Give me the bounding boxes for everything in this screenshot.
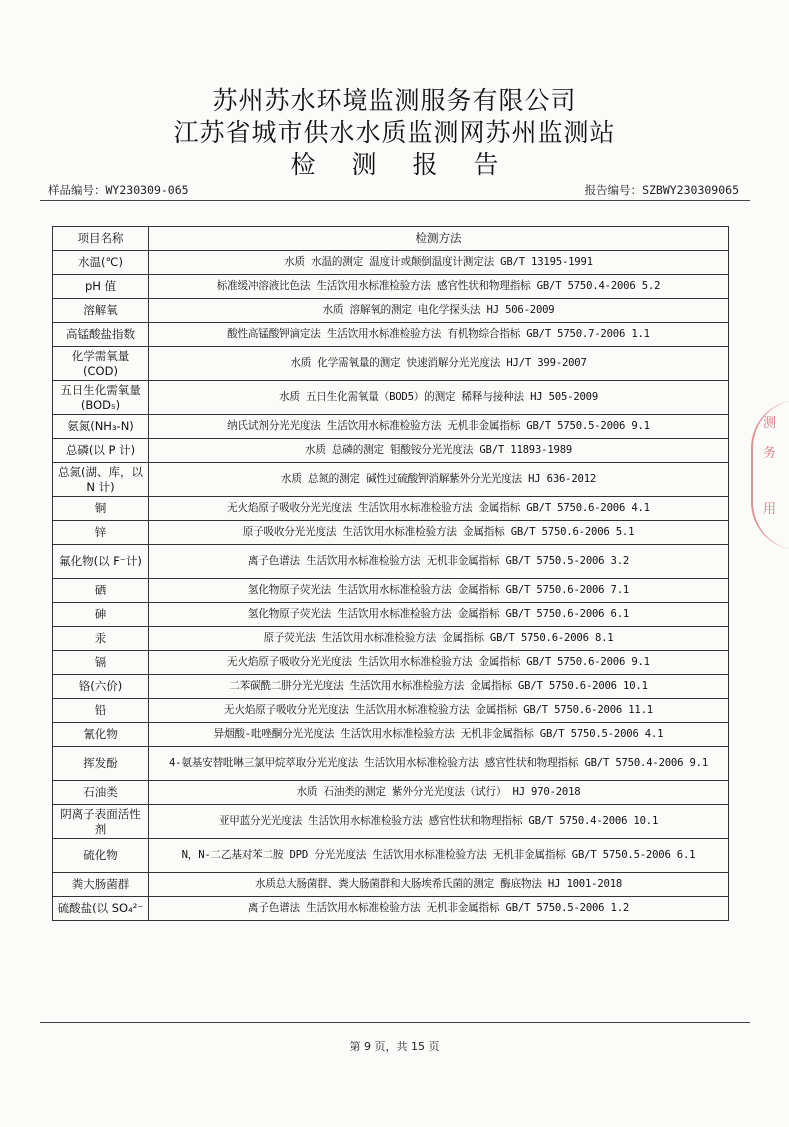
test-method: N，N-二乙基对苯二胺 DPD 分光光度法 生活饮用水标准检验方法 无机非金属指标 GB/T 5750.5-2006 6.1 — [149, 839, 729, 873]
test-method: 异烟酸-吡唑酮分光光度法 生活饮用水标准检验方法 无机非金属指标 GB/T 5750.5-2006 4.1 — [149, 723, 729, 747]
item-name: 氰化物 — [53, 723, 149, 747]
table-row — [53, 275, 729, 299]
test-method: 原子吸收分光光度法 生活饮用水标准检验方法 金属指标 GB/T 5750.6-2006 5.1 — [149, 521, 729, 545]
item-name: 高锰酸盐指数 — [53, 323, 149, 347]
test-method: 氢化物原子荧光法 生活饮用水标准检验方法 金属指标 GB/T 5750.6-2006 6.1 — [149, 603, 729, 627]
item-name: 化学需氧量 (COD) — [53, 347, 149, 381]
test-method: 水质 水温的测定 温度计或颠倒温度计测定法 GB/T 13195-1991 — [149, 251, 729, 275]
test-method: 水质 总氮的测定 碱性过硫酸钾消解紫外分光光度法 HJ 636-2012 — [149, 463, 729, 497]
test-method: 标准缓冲溶液比色法 生活饮用水标准检验方法 感官性状和物理指标 GB/T 5750.4-2006 5.2 — [149, 275, 729, 299]
test-method: 原子荧光法 生活饮用水标准检验方法 金属指标 GB/T 5750.6-2006 8.1 — [149, 627, 729, 651]
item-name: 石油类 — [53, 781, 149, 805]
table-row — [53, 627, 729, 651]
table-row — [53, 651, 729, 675]
test-method: 纳氏试剂分光光度法 生活饮用水标准检验方法 无机非金属指标 GB/T 5750.5-2006 9.1 — [149, 415, 729, 439]
test-method: 水质 总磷的测定 钼酸铵分光光度法 GB/T 11893-1989 — [149, 439, 729, 463]
item-name: 溶解氧 — [53, 299, 149, 323]
item-name: 铬(六价) — [53, 675, 149, 699]
test-method: 亚甲蓝分光光度法 生活饮用水标准检验方法 感官性状和物理指标 GB/T 5750.4-2006 10.1 — [149, 805, 729, 839]
test-method: 水质 五日生化需氧量（BOD5）的测定 稀释与接种法 HJ 505-2009 — [149, 381, 729, 415]
test-method: 水质 化学需氧量的测定 快速消解分光光度法 HJ/T 399-2007 — [149, 347, 729, 381]
table-row — [53, 897, 729, 921]
item-name: 总磷(以 P 计) — [53, 439, 149, 463]
table-row — [53, 381, 729, 415]
table-row — [53, 347, 729, 381]
table-row — [53, 521, 729, 545]
item-name: 挥发酚 — [53, 747, 149, 781]
table-row — [53, 699, 729, 723]
test-method: 无火焰原子吸收分光光度法 生活饮用水标准检验方法 金属指标 GB/T 5750.6-2006 9.1 — [149, 651, 729, 675]
test-method: 酸性高锰酸钾滴定法 生活饮用水标准检验方法 有机物综合指标 GB/T 5750.7-2006 1.1 — [149, 323, 729, 347]
table-row — [53, 675, 729, 699]
test-method: 二苯碳酰二肼分光光度法 生活饮用水标准检验方法 金属指标 GB/T 5750.6-2006 10.1 — [149, 675, 729, 699]
table-row — [53, 299, 729, 323]
item-name: 硫酸盐(以 SO₄²⁻ — [53, 897, 149, 921]
item-name: 硫化物 — [53, 839, 149, 873]
page-number: 第 9 页，共 15 页 — [349, 1040, 440, 1053]
methods-table — [52, 226, 729, 921]
table-row — [53, 545, 729, 579]
sample-number-label: 样品编号： — [48, 183, 106, 197]
table-row — [53, 579, 729, 603]
test-method: 离子色谱法 生活饮用水标准检验方法 无机非金属指标 GB/T 5750.5-2006 1.2 — [149, 897, 729, 921]
test-method: 无火焰原子吸收分光光度法 生活饮用水标准检验方法 金属指标 GB/T 5750.6-2006 4.1 — [149, 497, 729, 521]
test-method: 氢化物原子荧光法 生活饮用水标准检验方法 金属指标 GB/T 5750.6-2006 7.1 — [149, 579, 729, 603]
station-name: 江苏省城市供水水质监测网苏州监测站 — [173, 118, 616, 147]
report-number — [585, 182, 739, 198]
item-name: 铅 — [53, 699, 149, 723]
sample-number — [48, 182, 189, 198]
company-name: 苏州苏水环境监测服务有限公司 — [212, 86, 577, 115]
item-name: 氨氮(NH₃-N) — [53, 415, 149, 439]
item-name: 铜 — [53, 497, 149, 521]
document-title: 检测报告 — [290, 150, 535, 179]
table-header-row — [53, 227, 729, 251]
table-row — [53, 805, 729, 839]
table-row — [53, 323, 729, 347]
item-name: 总氮(湖、库，以 N 计) — [53, 463, 149, 497]
item-name: 镉 — [53, 651, 149, 675]
sample-number-value: WY230309-065 — [105, 183, 189, 197]
test-method: 4-氨基安替吡啉三氯甲烷萃取分光光度法 生活饮用水标准检验方法 感官性状和物理指标 GB/T 5750.4-2006 9.1 — [149, 747, 729, 781]
item-name: 硒 — [53, 579, 149, 603]
item-name: pH 值 — [53, 275, 149, 299]
item-name: 汞 — [53, 627, 149, 651]
table-row — [53, 873, 729, 897]
item-name: 五日生化需氧量(BOD₅) — [53, 381, 149, 415]
table-row — [53, 463, 729, 497]
item-name: 砷 — [53, 603, 149, 627]
table-row — [53, 415, 729, 439]
item-name: 锌 — [53, 521, 149, 545]
table-row — [53, 603, 729, 627]
table-row — [53, 723, 729, 747]
test-method: 水质总大肠菌群、粪大肠菌群和大肠埃希氏菌的测定 酶底物法 HJ 1001-2018 — [149, 873, 729, 897]
item-name: 水温(℃) — [53, 251, 149, 275]
test-method: 水质 溶解氧的测定 电化学探头法 HJ 506-2009 — [149, 299, 729, 323]
table-row — [53, 839, 729, 873]
report-number-value: SZBWY230309065 — [642, 183, 739, 197]
table-row — [53, 439, 729, 463]
table-row — [53, 251, 729, 275]
footer-divider — [40, 1022, 750, 1023]
report-number-label: 报告编号： — [584, 183, 643, 197]
seal-stamp: 测 务 用 — [751, 400, 789, 550]
header-divider — [40, 200, 750, 201]
item-name: 阴离子表面活性剂 — [53, 805, 149, 839]
column-header-item: 项目名称 — [53, 227, 149, 251]
item-name: 氟化物(以 F⁻计) — [53, 545, 149, 579]
test-method: 无火焰原子吸收分光光度法 生活饮用水标准检验方法 金属指标 GB/T 5750.6-2006 11.1 — [149, 699, 729, 723]
table-row — [53, 497, 729, 521]
table-row — [53, 781, 729, 805]
column-header-method: 检测方法 — [149, 227, 729, 251]
test-method: 水质 石油类的测定 紫外分光光度法（试行） HJ 970-2018 — [149, 781, 729, 805]
table-row — [53, 747, 729, 781]
item-name: 粪大肠菌群 — [53, 873, 149, 897]
test-method: 离子色谱法 生活饮用水标准检验方法 无机非金属指标 GB/T 5750.5-2006 3.2 — [149, 545, 729, 579]
